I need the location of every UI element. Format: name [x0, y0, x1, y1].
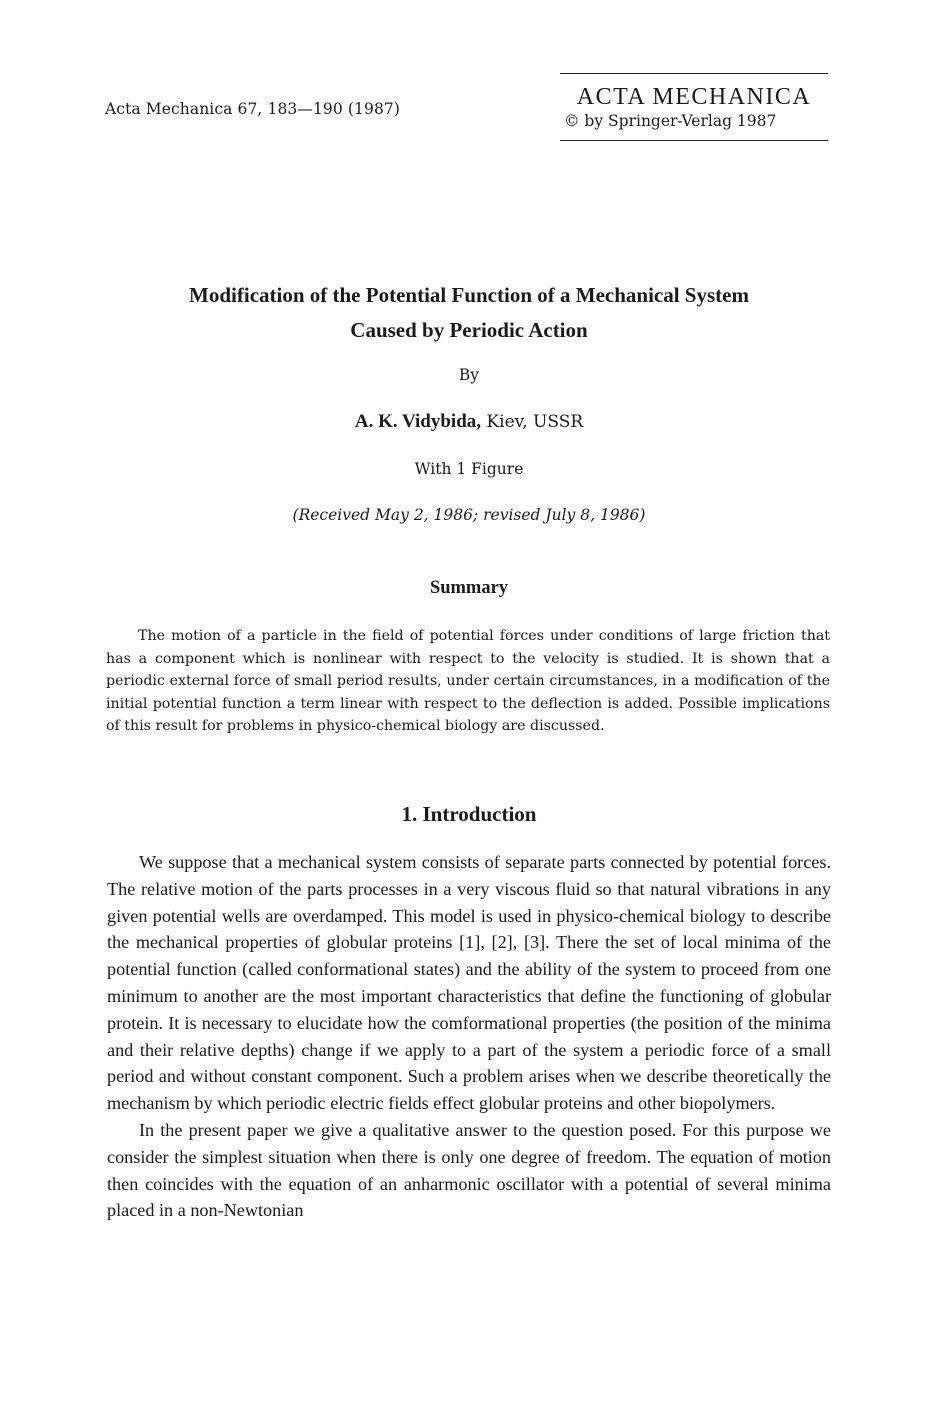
summary-text: The motion of a particle in the field of potential forces under conditions of large friction that has a component which is nonlinear with respect to the velocity is studied. It is shown that a periodic external force of small period results, under certain circumstances, in a modification of the initial potential function a term linear with respect to the deflection is added. Possible implications of this result for problems in physico-chemical biology are discussed.	[106, 628, 830, 735]
figure-count: With 1 Figure	[414, 460, 524, 478]
introduction-heading: 1. Introduction	[401, 802, 537, 826]
journal-citation: Acta Mechanica 67, 183—190 (1987)	[105, 100, 401, 118]
author-name: A. K. Vidybida,	[354, 411, 482, 432]
paragraph: In the present paper we give a qualitative answer to the question posed. For this purpose we consider the simplest situation when there is only one degree of freedom. The equation of motion then coincides with the equation of an anharmonic oscillator with a potential of several minima placed in a non-Newtonian	[107, 1119, 831, 1221]
author-location: Kiev, USSR	[481, 412, 584, 432]
introduction-body	[107, 849, 831, 1224]
copyright-notice: © by Springer-Verlag 1987	[564, 112, 777, 130]
paragraph: We suppose that a mechanical system consists of separate parts connected by potential forces. The relative motion of the parts processes in a very viscous fluid so that natural vibrations in any given potential wells are overdamped. This model is used in physico-chemical biology to describe the mechanical properties of globular proteins [1], [2], [3]. There the set of local minima of the potential function (called conformational states) and the ability of the system to proceed from one minimum to another are the most important characteristics that define the functioning of globular protein. It is necessary to elucidate how the comformational properties (the position of the minima and their relative depths) change if we apply to a part of the system a periodic force of a small period and without constant component. Such a problem arises when we describe theoretically the mechanism by which periodic electric fields effect globular proteins and other biopolymers.	[107, 852, 831, 1114]
journal-masthead	[560, 73, 828, 141]
journal-name: ACTA MECHANICA	[576, 84, 812, 110]
received-dates: (Received May 2, 1986; revised July 8, 1986)	[292, 506, 646, 524]
title-line-2: Caused by Periodic Action	[350, 318, 588, 342]
author-line	[0, 411, 938, 433]
title-line-1: Modification of the Potential Function of a Mechanical System	[189, 283, 749, 307]
summary-heading: Summary	[429, 578, 509, 598]
article-title	[100, 278, 838, 348]
byline: By	[458, 366, 480, 384]
